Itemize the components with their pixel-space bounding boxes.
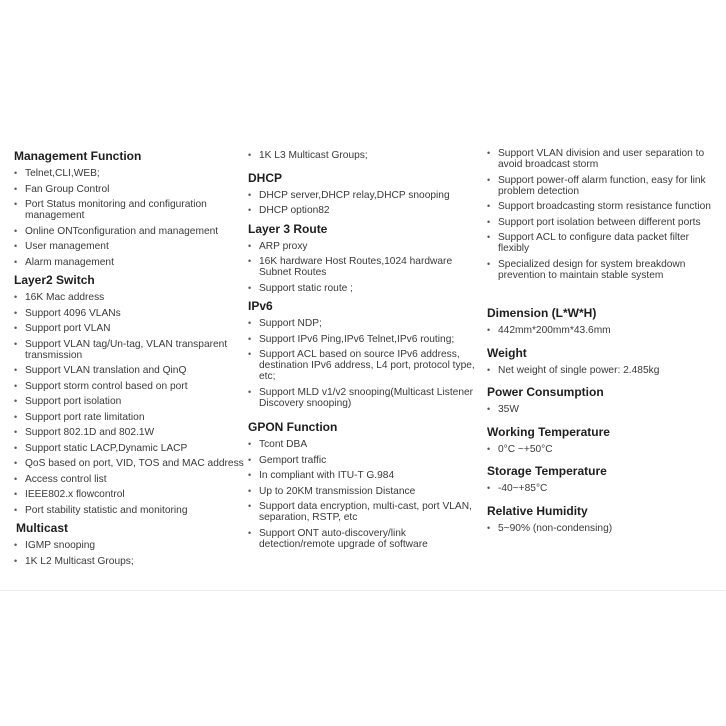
section-storage-temperature <box>487 461 717 497</box>
list-item: • Up to 20KM transmission Distance <box>248 484 483 500</box>
bullet-list <box>487 323 717 339</box>
list-item: • Support MLD v1/v2 snooping(Multicast Listener Discovery snooping) <box>248 385 483 412</box>
bullet-list <box>487 442 717 458</box>
section-dimension-l-w-h <box>487 303 717 339</box>
section-heading: DHCP <box>248 170 283 185</box>
list-item: • DHCP server,DHCP relay,DHCP snooping <box>248 188 483 204</box>
list-item: • 442mm*200mm*43.6mm <box>487 323 717 339</box>
list-item: • Port Status monitoring and configuration management <box>14 197 244 224</box>
bullet-list <box>487 481 717 497</box>
bullet-list <box>14 538 244 569</box>
bullet-list <box>487 363 717 379</box>
list-item: • DHCP option82 <box>248 203 483 219</box>
list-item: • 1K L3 Multicast Groups; <box>248 148 483 164</box>
section-multicast <box>14 518 244 569</box>
list-item: • Support port isolation <box>14 394 244 410</box>
bullet-list <box>248 188 483 219</box>
list-item: • Support data encryption, multi-cast, port VLAN, separation, RSTP, etc <box>248 499 483 526</box>
section-heading: Storage Temperature <box>487 464 607 478</box>
bullet-list <box>14 290 244 518</box>
list-item: • Online ONTconfiguration and management <box>14 224 244 240</box>
list-item: • IGMP snooping <box>14 538 244 554</box>
section-working-temperature <box>487 422 717 458</box>
bullet-list <box>487 402 717 418</box>
list-item: • Support port rate limitation <box>14 410 244 426</box>
list-item: • Support power-off alarm function, easy for link problem detection <box>487 173 717 200</box>
bullet-list <box>487 521 717 537</box>
list-item: • Support broadcasting storm resistance function <box>487 199 717 215</box>
section-heading: GPON Function <box>248 420 338 434</box>
section-heading: Multicast <box>16 521 69 535</box>
section-layer2-switch <box>14 270 244 518</box>
section-ipv6 <box>248 296 483 411</box>
section-heading: Weight <box>487 345 527 360</box>
list-item: • Net weight of single power: 2.485kg <box>487 363 717 379</box>
list-item: • Support port isolation between different ports <box>487 215 717 231</box>
list-item: • Support static LACP,Dynamic LACP <box>14 441 244 457</box>
section-continued <box>248 148 483 164</box>
section-dhcp <box>248 168 483 219</box>
bullet-list <box>487 146 717 283</box>
bottom-divider <box>0 590 726 591</box>
list-item: • Support IPv6 Ping,IPv6 Telnet,IPv6 routing; <box>248 332 483 348</box>
list-item: • 0°C ~+50°C <box>487 442 717 458</box>
list-item: • 16K hardware Host Routes,1024 hardware Subnet Routes <box>248 254 483 281</box>
spec-column-2 <box>248 148 483 552</box>
list-item: • Support ONT auto-discovery/link detection/remote upgrade of software <box>248 526 483 553</box>
section-heading: IPv6 <box>248 299 273 313</box>
list-item: • Support storm control based on port <box>14 379 244 395</box>
section-gpon-function <box>248 417 483 552</box>
list-item: • Alarm management <box>14 255 244 271</box>
list-item: • Support port VLAN <box>14 321 244 337</box>
list-item: • 5~90% (non-condensing) <box>487 521 717 537</box>
section-relative-humidity <box>487 501 717 537</box>
list-item: • Gemport traffic <box>248 453 483 469</box>
section-heading: Relative Humidity <box>487 503 588 518</box>
spec-column-3 <box>487 146 717 536</box>
section-management-function <box>14 146 244 270</box>
list-item: • Tcont DBA <box>248 437 483 453</box>
list-item: • Support NDP; <box>248 316 483 332</box>
list-item: • -40~+85°C <box>487 481 717 497</box>
section-heading: Layer 3 Route <box>248 221 328 236</box>
section-heading: Layer2 Switch <box>14 273 95 287</box>
list-item: • 1K L2 Multicast Groups; <box>14 554 244 570</box>
list-item: • Support VLAN tag/Un-tag, VLAN transparent transmission <box>14 337 244 364</box>
section-continued <box>487 146 717 283</box>
section-heading: Power Consumption <box>487 385 604 399</box>
list-item: • In compliant with ITU-T G.984 <box>248 468 483 484</box>
bullet-list <box>248 239 483 297</box>
list-item: • Support VLAN translation and QinQ <box>14 363 244 379</box>
list-item: • 35W <box>487 402 717 418</box>
section-heading: Working Temperature <box>487 424 610 439</box>
list-item: • Support 802.1D and 802.1W <box>14 425 244 441</box>
section-heading: Management Function <box>14 149 142 163</box>
list-item: • Support ACL based on source IPv6 address, destination IPv6 address, L4 port, protocol type, etc; <box>248 347 483 385</box>
section-power-consumption <box>487 382 717 418</box>
list-item: • IEEE802.x flowcontrol <box>14 487 244 503</box>
list-item: • QoS based on port, VID, TOS and MAC address <box>14 456 244 472</box>
bullet-list <box>14 166 244 270</box>
list-item: • Support static route ; <box>248 281 483 297</box>
list-item: • Support 4096 VLANs <box>14 306 244 322</box>
section-weight <box>487 343 717 379</box>
list-item: • Port stability statistic and monitoring <box>14 503 244 519</box>
list-item: • Telnet,CLI,WEB; <box>14 166 244 182</box>
list-item: • 16K Mac address <box>14 290 244 306</box>
bullet-list <box>248 148 483 164</box>
list-item: • Access control list <box>14 472 244 488</box>
list-item: • Support VLAN division and user separation to avoid broadcast storm <box>487 146 717 173</box>
section-layer-3-route <box>248 219 483 297</box>
list-item: • ARP proxy <box>248 239 483 255</box>
spec-column-1 <box>14 146 244 569</box>
list-item: • Specialized design for system breakdown prevention to maintain stable system <box>487 257 717 284</box>
list-item: • Fan Group Control <box>14 182 244 198</box>
section-heading: Dimension (L*W*H) <box>487 306 597 320</box>
list-item: • User management <box>14 239 244 255</box>
bullet-list <box>248 316 483 411</box>
bullet-list <box>248 437 483 552</box>
list-item: • Support ACL to configure data packet filter flexibly <box>487 230 717 257</box>
